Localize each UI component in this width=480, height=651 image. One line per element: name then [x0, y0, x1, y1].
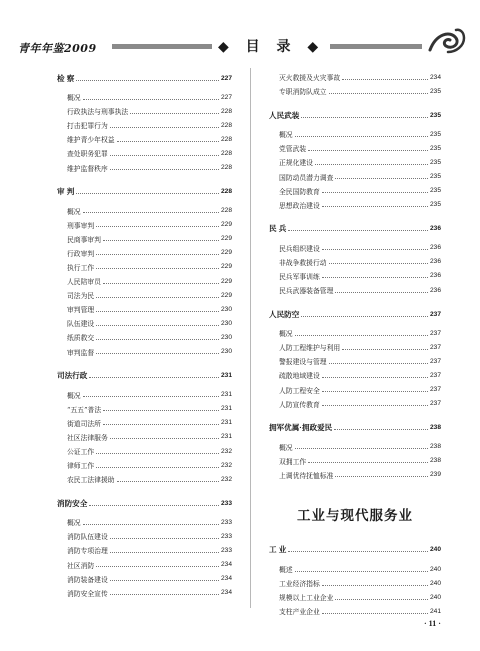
page-ref: 237 [429, 329, 441, 337]
dot-leader [117, 141, 219, 142]
page-ref: 236 [429, 258, 441, 266]
page-ref: 228 [220, 207, 232, 215]
dot-leader [110, 538, 219, 539]
toc-section-heading[interactable] [57, 184, 232, 200]
dot-leader [334, 429, 428, 430]
page-ref: 230 [220, 333, 232, 341]
page-ref: 229 [220, 277, 232, 285]
entry-label: 刑事审判 [67, 221, 95, 230]
page-ref: 237 [429, 386, 441, 394]
page-ref: 238 [429, 424, 441, 432]
page-ref: 234 [220, 561, 232, 569]
dot-leader [335, 178, 428, 179]
dot-leader [322, 585, 428, 586]
entry-label: 审判管理 [67, 306, 95, 315]
toc-entry[interactable] [57, 444, 232, 458]
toc-section-heading[interactable] [269, 107, 441, 123]
toc-title: ◆ 目 录 ◆ [212, 36, 330, 56]
page-header [0, 0, 480, 62]
dot-leader [335, 599, 428, 600]
page-ref: 234 [220, 575, 232, 583]
entry-label: 人防宣传教育 [279, 400, 320, 409]
page-ref: 234 [429, 73, 441, 81]
dot-leader [117, 481, 219, 482]
dot-leader [288, 551, 428, 552]
dot-leader [295, 136, 428, 137]
toc-entry[interactable] [57, 132, 232, 146]
page-ref: 237 [429, 371, 441, 379]
toc-entry[interactable] [57, 330, 232, 344]
toc-entry[interactable] [57, 316, 232, 330]
toc-entry[interactable] [57, 458, 232, 472]
entry-label: 消防专项治理 [67, 547, 108, 556]
toc-entry[interactable] [269, 241, 441, 255]
dot-leader [295, 448, 428, 449]
entry-label: 党管武装 [279, 145, 307, 154]
dot-leader [301, 316, 428, 317]
entry-label: 行政执法与刑事执法 [67, 108, 129, 117]
dot-leader [96, 467, 219, 468]
dot-leader [322, 391, 428, 392]
dot-leader [308, 462, 428, 463]
dot-leader [103, 240, 219, 241]
dot-leader [83, 524, 219, 525]
toc-entry[interactable] [269, 604, 441, 618]
toc-entry[interactable] [57, 529, 232, 543]
dot-leader [96, 453, 219, 454]
toc-entry[interactable] [57, 472, 232, 486]
toc-entry[interactable] [57, 388, 232, 402]
page-ref: 229 [220, 263, 232, 271]
entry-label: 规模以上工业企业 [279, 594, 334, 603]
toc-entry[interactable] [269, 562, 441, 576]
entry-label: 国防动员潜力调查 [279, 173, 334, 182]
toc-entry[interactable] [57, 246, 232, 260]
entry-label: 疏散地域建设 [279, 372, 320, 381]
dot-leader [96, 339, 219, 340]
toc-entry[interactable] [57, 274, 232, 288]
section-title: 工 业 [269, 545, 287, 555]
page-ref: 229 [220, 221, 232, 229]
page-ref: 240 [429, 565, 441, 573]
journal-name: 青年年鉴2009 [18, 42, 97, 55]
entry-label: 农民工法律援助 [67, 476, 115, 485]
entry-label: 消防安全宣传 [67, 589, 108, 598]
dot-leader [110, 127, 219, 128]
entry-label: 维护青少年权益 [67, 136, 115, 145]
toc-entry[interactable] [269, 169, 441, 183]
page-ref: 232 [220, 447, 232, 455]
dot-leader [83, 396, 219, 397]
dot-leader [322, 405, 428, 406]
entry-label: 公证工作 [67, 448, 95, 457]
dot-leader [110, 438, 219, 439]
page-ref: 237 [429, 343, 441, 351]
entry-label: 工业经济指标 [279, 580, 320, 589]
toc-section [57, 368, 232, 487]
toc-right-column [269, 70, 441, 627]
page-ref: 240 [429, 593, 441, 601]
entry-label: “五五”普法 [67, 405, 102, 414]
section-title: 消防安全 [57, 498, 88, 508]
part-heading: 工业与现代服务业 [297, 507, 413, 523]
entry-label: 概况 [67, 391, 81, 400]
toc-entry[interactable] [269, 255, 441, 269]
page-ref: 235 [429, 130, 441, 138]
toc-entry[interactable] [269, 368, 441, 382]
section-title: 人民武装 [269, 110, 300, 120]
toc-entry[interactable] [57, 586, 232, 600]
dot-leader [110, 594, 219, 595]
page-ref: 236 [429, 244, 441, 252]
page-ref: 233 [220, 499, 232, 507]
toc-entry[interactable] [269, 468, 441, 482]
toc-entry[interactable] [269, 127, 441, 141]
toc-entry[interactable] [57, 90, 232, 104]
entry-label: 非战争救援行动 [279, 258, 327, 267]
page-ref: 240 [429, 579, 441, 587]
entry-label: 执行工作 [67, 263, 95, 272]
dot-leader [110, 552, 219, 553]
toc-entry[interactable] [57, 118, 232, 132]
dot-leader [301, 117, 428, 118]
dot-leader [329, 93, 428, 94]
entry-label: 民兵军事训练 [279, 272, 320, 281]
dot-leader [322, 249, 428, 250]
entry-label: 思想政治建设 [279, 201, 320, 210]
entry-label: 街道司法所 [67, 419, 101, 428]
entry-label: 全民国防教育 [279, 187, 320, 196]
dot-leader [103, 283, 219, 284]
toc-entry[interactable] [269, 590, 441, 604]
dot-leader [295, 335, 428, 336]
page-ref: 230 [220, 319, 232, 327]
dot-leader [342, 349, 428, 350]
toc-entry[interactable] [57, 572, 232, 586]
toc-entry[interactable] [269, 354, 441, 368]
page-ref: 228 [220, 121, 232, 129]
entry-label: 概况 [67, 519, 81, 528]
entry-label: 概况 [279, 443, 293, 452]
entry-label: 正规化建设 [279, 159, 313, 168]
toc-entry[interactable] [57, 515, 232, 529]
toc-entry[interactable] [57, 543, 232, 557]
entry-label: 概况 [279, 330, 293, 339]
toc-entry[interactable] [269, 454, 441, 468]
page-ref: 231 [220, 372, 232, 380]
entry-label: 社区法律服务 [67, 433, 108, 442]
entry-label: 人防工程维护与利用 [279, 344, 341, 353]
entry-label: 查处职务犯罪 [67, 150, 108, 159]
dot-leader [110, 580, 219, 581]
page-ref: 236 [429, 286, 441, 294]
page-ref: 241 [429, 607, 441, 615]
page-ref: 233 [220, 546, 232, 554]
dot-leader [322, 613, 428, 614]
toc-entry[interactable] [269, 155, 441, 169]
dot-leader [335, 476, 428, 477]
toc-section-heading[interactable] [269, 306, 441, 322]
dot-leader [96, 226, 219, 227]
toc-entry[interactable] [57, 416, 232, 430]
toc-entry[interactable] [57, 104, 232, 118]
dot-leader [130, 113, 219, 114]
entry-label: 行政审判 [67, 249, 95, 258]
toc-continued-entries [269, 70, 441, 98]
section-title: 检 察 [57, 73, 75, 83]
entry-label: 民兵组织建设 [279, 244, 320, 253]
dot-leader [335, 292, 428, 293]
toc-entry[interactable] [269, 383, 441, 397]
dot-leader [329, 363, 428, 364]
section-title: 拥军优属·拥政爱民 [269, 423, 333, 433]
dot-leader [76, 80, 219, 81]
toc-section [269, 306, 441, 411]
toc-entry[interactable] [269, 84, 441, 98]
toc-entry[interactable] [269, 269, 441, 283]
dot-leader [83, 212, 219, 213]
page-ref: 239 [429, 471, 441, 479]
page-ref: 238 [429, 443, 441, 451]
dot-leader [103, 424, 219, 425]
toc-entry[interactable] [57, 558, 232, 572]
entry-label: 社区消防 [67, 561, 95, 570]
page-ref: 232 [220, 475, 232, 483]
toc-entry[interactable] [57, 430, 232, 444]
page-ref: 238 [429, 457, 441, 465]
page-ref: 228 [220, 135, 232, 143]
page-ref: 235 [429, 201, 441, 209]
swirl-logo-icon [426, 26, 468, 56]
entry-label: 人民陪审员 [67, 278, 101, 287]
entry-label: 民商事审判 [67, 235, 101, 244]
dot-leader [96, 566, 219, 567]
dot-leader [89, 377, 219, 378]
page-ref: 228 [220, 107, 232, 115]
toc-section [57, 184, 232, 359]
entry-label: 维护监督秩序 [67, 164, 108, 173]
section-title: 司法行政 [57, 371, 88, 381]
toc-entry[interactable] [57, 218, 232, 232]
dot-leader [96, 254, 219, 255]
toc-entry[interactable] [269, 440, 441, 454]
entry-label: 灭火救援及火灾事故 [279, 74, 341, 83]
entry-label: 人防工程安全 [279, 386, 320, 395]
entry-label: 概况 [279, 131, 293, 140]
page-ref: 229 [220, 249, 232, 257]
entry-label: 审判监督 [67, 348, 95, 357]
dot-leader [110, 155, 219, 156]
page-ref: 228 [220, 188, 232, 196]
page-ref: 233 [220, 532, 232, 540]
section-title: 审 判 [57, 187, 75, 197]
toc-entry[interactable] [269, 70, 441, 84]
page-ref: 227 [220, 93, 232, 101]
toc-entry[interactable] [269, 184, 441, 198]
page-ref: 235 [429, 187, 441, 195]
page-ref: 237 [429, 357, 441, 365]
entry-label: 双拥工作 [279, 457, 307, 466]
page-ref: 234 [220, 589, 232, 597]
toc-section [57, 70, 232, 175]
dot-leader [103, 410, 219, 411]
page-ref: 231 [220, 391, 232, 399]
page-ref: 228 [220, 164, 232, 172]
toc-section-heading[interactable] [57, 368, 232, 384]
entry-label: 律师工作 [67, 462, 95, 471]
page-ref: 235 [429, 158, 441, 166]
toc-entry[interactable] [269, 326, 441, 340]
page-ref: 229 [220, 235, 232, 243]
entry-label: 概述 [279, 566, 293, 575]
dot-leader [322, 377, 428, 378]
dot-leader [96, 297, 219, 298]
dot-leader [76, 193, 219, 194]
dot-leader [83, 99, 219, 100]
page-ref: 231 [220, 419, 232, 427]
page-ref: 230 [220, 348, 232, 356]
dot-leader [322, 192, 428, 193]
entry-label: 概况 [67, 207, 81, 216]
toc-entry[interactable] [57, 260, 232, 274]
toc-section-heading[interactable] [57, 70, 232, 86]
entry-label: 消防队伍建设 [67, 533, 108, 542]
entry-label: 概况 [67, 94, 81, 103]
toc-entry[interactable] [269, 283, 441, 297]
toc-section-heading[interactable] [269, 420, 441, 436]
page-number: · 11 · [424, 619, 441, 628]
entry-label: 消防装备建设 [67, 575, 108, 584]
column-divider [250, 68, 251, 608]
dot-leader [89, 505, 219, 506]
toc-entry[interactable] [269, 198, 441, 212]
dot-leader [322, 277, 428, 278]
toc-section-heading[interactable] [269, 542, 441, 558]
toc-section [269, 107, 441, 212]
page-ref: 236 [429, 272, 441, 280]
toc-entry[interactable] [57, 232, 232, 246]
dot-leader [295, 571, 428, 572]
page-ref: 233 [220, 518, 232, 526]
dot-leader [96, 268, 219, 269]
toc-entry[interactable] [57, 146, 232, 160]
dot-leader [308, 150, 428, 151]
dot-leader [315, 164, 428, 165]
page-ref: 228 [220, 149, 232, 157]
toc-entry[interactable] [57, 402, 232, 416]
page-ref: 229 [220, 291, 232, 299]
toc-section-heading[interactable] [269, 221, 441, 237]
toc-section [269, 542, 441, 618]
dot-leader [96, 325, 219, 326]
toc-section [57, 495, 232, 600]
page-ref: 235 [429, 87, 441, 95]
page-ref: 240 [429, 546, 441, 554]
toc-section [269, 221, 441, 297]
page-ref: 237 [429, 400, 441, 408]
toc-entry[interactable] [57, 302, 232, 316]
entry-label: 司法为民 [67, 292, 95, 301]
page-ref: 237 [429, 310, 441, 318]
dot-leader [96, 311, 219, 312]
dot-leader [342, 79, 428, 80]
toc-entry[interactable] [57, 288, 232, 302]
dot-leader [96, 353, 219, 354]
toc-entry[interactable] [269, 397, 441, 411]
toc-section-heading[interactable] [57, 495, 232, 511]
dot-leader [329, 263, 428, 264]
page-ref: 231 [220, 405, 232, 413]
page-ref: 230 [220, 305, 232, 313]
section-title: 人民防空 [269, 309, 300, 319]
page-ref: 235 [429, 111, 441, 119]
toc-left-column [57, 70, 232, 609]
dot-leader [110, 169, 219, 170]
entry-label: 警报建设与管理 [279, 358, 327, 367]
toc-entry[interactable] [269, 141, 441, 155]
entry-label: 民兵武器装备管理 [279, 287, 334, 296]
page-ref: 235 [429, 144, 441, 152]
entry-label: 支柱产业企业 [279, 608, 320, 617]
page-ref: 227 [220, 74, 232, 82]
toc-section [269, 420, 441, 482]
entry-label: 队伍建设 [67, 320, 95, 329]
entry-label: 纸质救交 [67, 334, 95, 343]
entry-label: 打击犯罪行为 [67, 122, 108, 131]
toc-entry[interactable] [57, 204, 232, 218]
dot-leader [288, 230, 428, 231]
toc-entry[interactable] [269, 576, 441, 590]
toc-entry[interactable] [57, 160, 232, 174]
section-title: 民 兵 [269, 224, 287, 234]
entry-label: 专职消防队成立 [279, 88, 327, 97]
page-ref: 231 [220, 433, 232, 441]
toc-entry[interactable] [57, 345, 232, 359]
page-ref: 236 [429, 225, 441, 233]
toc-entry[interactable] [269, 340, 441, 354]
page-ref: 235 [429, 173, 441, 181]
dot-leader [322, 206, 428, 207]
entry-label: 上调优待抚恤标准 [279, 471, 334, 480]
page-ref: 232 [220, 461, 232, 469]
